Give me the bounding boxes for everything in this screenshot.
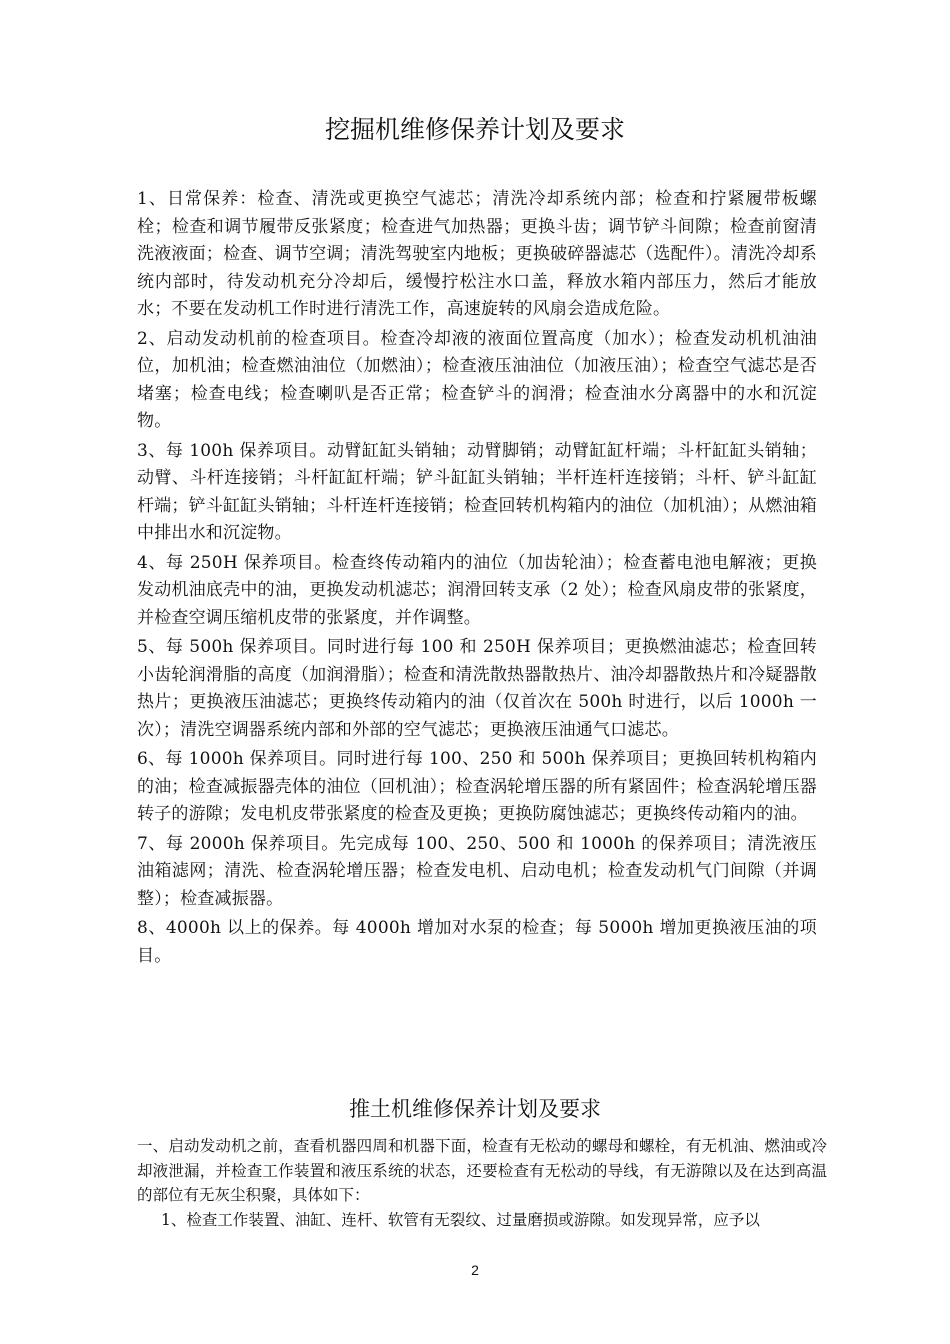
- bulldozer-title: 推土机维修保养计划及要求: [349, 1097, 601, 1121]
- excavator-item-3: 3、每 100h 保养项目。动臂缸缸头销轴；动臂脚销；动臂缸缸杆端；斗杆缸缸头销轴；动臂、斗杆连接销；斗杆缸缸杆端；铲斗缸缸头销轴；半杆连杆连接销；斗杆、铲斗缸缸杆端；铲斗缸缸头销轴；斗杆连杆连接销；检查回转机构箱内的油位（加机油）；从燃油箱中排出水和沉淀物。: [137, 440, 817, 543]
- excavator-item-8: 8、4000h 以上的保养。每 4000h 增加对水泵的检查；每 5000h 增加更换液压油的项目。: [137, 918, 817, 966]
- excavator-item-4: 4、每 250H 保养项目。检查终传动箱内的油位（加齿轮油）；检查蓄电池电解液；更换发动机油底壳中的油，更换发动机滤芯；润滑回转支承（2 处）；检查风扇皮带的张紧度，并检查空调压缩机皮带的张紧度，并作调整。: [137, 552, 817, 628]
- excavator-item-2: 2、启动发动机前的检查项目。检查冷却液的液面位置高度（加水）；检查发动机机油油位，加机油；检查燃油油位（加燃油）；检查液压油油位（加液压油）；检查空气滤芯是否堵塞；检查电线；检查喇叭是否正常；检查铲斗的润滑；检查油水分离器中的水和沉淀物。: [137, 328, 817, 431]
- excavator-item-7: 7、每 2000h 保养项目。先完成每 100、250、500 和 1000h 的保养项目；清洗液压油箱滤网；清洗、检查涡轮增压器；检查发电机、启动电机；检查发动机气门间隙（并调整）；检查减振器。: [137, 833, 817, 909]
- excavator-section: [137, 186, 817, 972]
- bulldozer-section: [137, 1134, 827, 1232]
- excavator-item-6: 6、每 1000h 保养项目。同时进行每 100、250 和 500h 保养项目；更换回转机构箱内的油；检查减振器壳体的油位（回机油）；检查涡轮增压器的所有紧固件；检查涡轮增压器转子的游隙；发电机皮带张紧度的检查及更换；更换防腐蚀滤芯；更换终传动箱内的油。: [137, 749, 817, 824]
- excavator-item-1: 1、日常保养：检查、清洗或更换空气滤芯；清洗冷却系统内部；检查和拧紧履带板螺栓；检查和调节履带反张紧度；检查进气加热器；更换斗齿；调节铲斗间隙；检查前窗清洗液液面；检查、调节空调；清洗驾驶室内地板；更换破碎器滤芯（选配件）。清洗冷却系统内部时，待发动机充分冷却后，缓慢拧松注水口盖，释放水箱内部压力，然后才能放水；不要在发动机工作时进行清洗工作，高速旋转的风扇会造成危险。: [137, 189, 817, 319]
- page-number: 2: [471, 1262, 479, 1278]
- bulldozer-intro: 一、启动发动机之前，查看机器四周和机器下面，检查有无松动的螺母和螺栓，有无机油、燃油或冷却液泄漏，并检查工作装置和液压系统的状态，还要检查有无松动的导线，有无游隙以及在达到高温的部位有无灰尘积聚，具体如下：: [137, 1137, 827, 1204]
- bulldozer-item-1: 1、检查工作装置、油缸、连杆、软管有无裂纹、过量磨损或游隙。如发现异常，应予以: [161, 1210, 760, 1229]
- excavator-title: 挖掘机维修保养计划及要求: [324, 115, 625, 144]
- excavator-item-5: 5、每 500h 保养项目。同时进行每 100 和 250H 保养项目；更换燃油滤芯；检查回转小齿轮润滑脂的高度（加润滑脂）；检查和清洗散热器散热片、油冷却器散热片和冷疑器散热片；更换液压油滤芯；更换终传动箱内的油（仅首次在 500h 时进行，以后 1000h 一次）；清洗空调器系统内部和外部的空气滤芯；更换液压油通气口滤芯。: [137, 637, 817, 740]
